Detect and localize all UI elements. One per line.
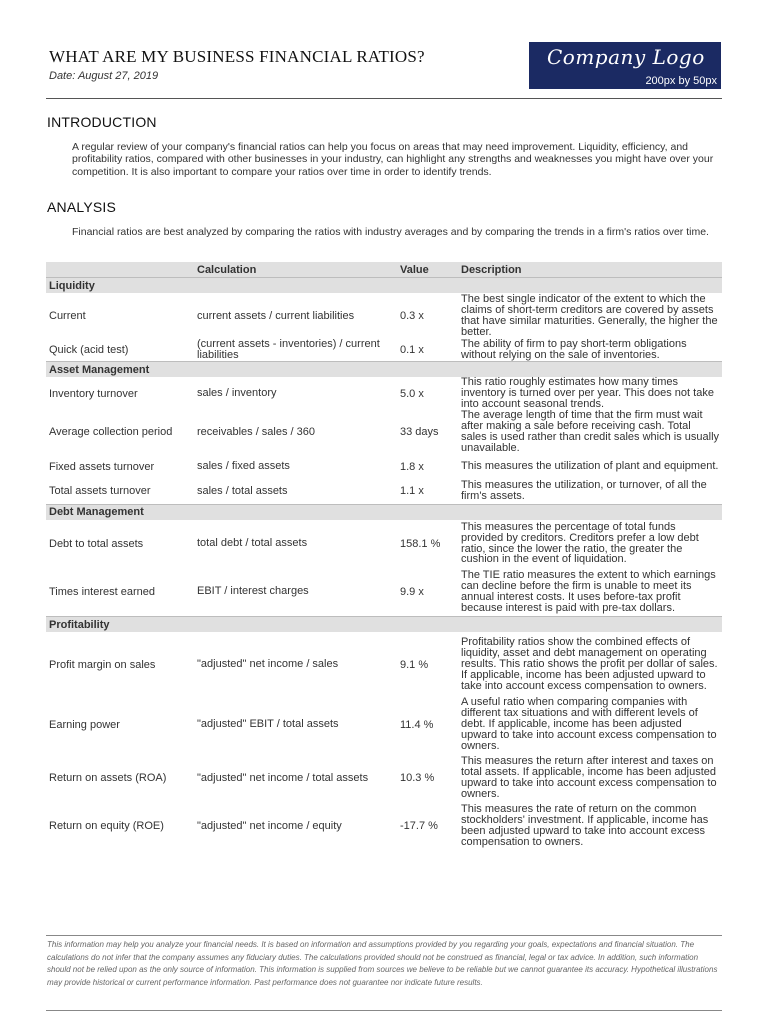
- calculation-cell: sales / total assets: [197, 484, 288, 497]
- table-row: [46, 568, 722, 617]
- introduction-heading: INTRODUCTION: [47, 114, 157, 130]
- table-row: [46, 454, 722, 479]
- calculation-cell: sales / fixed assets: [197, 460, 290, 472]
- calculation-cell: (current assets - inventories) / current liabilities: [197, 338, 380, 361]
- ratio-name-cell: Profit margin on sales: [49, 658, 156, 671]
- description-cell: The ability of firm to pay short-term obligations without relying on the sale of inventories.: [461, 338, 687, 361]
- report-date: Date: August 27, 2019: [49, 70, 159, 82]
- value-cell: 5.0 x: [400, 387, 424, 400]
- table-row: [46, 632, 722, 697]
- value-cell: 33 days: [400, 426, 439, 438]
- value-cell: 0.1 x: [400, 344, 424, 356]
- ratio-name-cell: Quick (acid test): [49, 344, 129, 356]
- table-row: [46, 293, 722, 339]
- ratios-table-body: [46, 278, 722, 849]
- ratio-name-cell: Average collection period: [49, 426, 173, 438]
- table-row: [46, 520, 722, 568]
- calculation-cell: EBIT / interest charges: [197, 585, 309, 598]
- description-cell: This measures the utilization of plant and equipment.: [461, 460, 719, 473]
- ratios-table: [46, 262, 722, 848]
- logo-size-note: 200px by 50px: [645, 75, 717, 87]
- header-divider: [46, 98, 722, 99]
- ratio-name-cell: Return on equity (ROE): [49, 820, 164, 832]
- ratio-name-cell: Return on assets (ROA): [49, 772, 167, 784]
- ratio-name-cell: Inventory turnover: [49, 387, 138, 400]
- description-cell: The TIE ratio measures the extent to which earnings can decline before the firm is unable to meet its annual interest costs. It uses before-tax profit because interest is paid with pre-tax dollars.: [461, 568, 716, 614]
- description-cell: This measures the rate of return on the common stockholders' investment. If applicable, income has been adjusted upward to take into account excess compensation to owners.: [461, 803, 709, 848]
- footer-top-rule: [46, 935, 722, 936]
- description-cell: The average length of time that the firm must wait after making a sale before receiving cash. Total sales is used rather than credit sales which is usually unavailable.: [461, 409, 720, 454]
- value-cell: 158.1 %: [400, 537, 441, 550]
- analysis-heading: ANALYSIS: [47, 199, 117, 215]
- category-label: Profitability: [46, 617, 722, 633]
- ratio-name-cell: Current: [49, 310, 86, 322]
- calculation-cell: "adjusted" net income / total assets: [197, 771, 369, 784]
- company-logo: [529, 42, 721, 89]
- column-header-calculation: Calculation: [194, 262, 397, 278]
- description-cell: This measures the return after interest and taxes on total assets. If applicable, income has been adjusted upward to take into account excess compensation to owners.: [461, 755, 717, 800]
- calculation-cell: "adjusted" EBIT / total assets: [197, 718, 339, 730]
- introduction-text: A regular review of your company's financial ratios can help you focus on areas that may need improvement. Liquidity, efficiency, and profitability ratios, compared with other businesses in your industry, can highlight any strengths and weaknesses you might have over your competition. It is also important to compare your ratios over time in order to identify trends.: [72, 141, 714, 178]
- disclaimer-text: This information may help you analyze your financial needs. It is based on information and assumptions provided by you regarding your goals, expectations and financial situation. The calculations do not infer that the company assumes any fiduciary duties. The calculations provided should not be construed as financial, legal or tax advice. In addition, such information should not be relied upon as the only source of information. This information is supplied from sources we believe to be reliable but we cannot guarantee its accuracy. Hypothetical illustrations may provide historical or current performance information. Past performance does not guarantee nor indicate future results.: [47, 940, 718, 988]
- category-row: [46, 617, 722, 633]
- calculation-cell: receivables / sales / 360: [197, 425, 316, 438]
- value-cell: 1.1 x: [400, 485, 424, 498]
- value-cell: 9.9 x: [400, 585, 424, 598]
- category-label: Debt Management: [46, 504, 722, 520]
- value-cell: 0.3 x: [400, 310, 424, 322]
- table-row: [46, 410, 722, 454]
- table-row: [46, 752, 722, 804]
- category-row: [46, 278, 722, 294]
- ratio-name-cell: Earning power: [49, 718, 120, 731]
- table-row: [46, 804, 722, 848]
- ratio-name-cell: Fixed assets turnover: [49, 460, 155, 473]
- page-title: WHAT ARE MY BUSINESS FINANCIAL RATIOS?: [49, 47, 425, 66]
- footer-bottom-rule: [46, 1010, 722, 1011]
- value-cell: -17.7 %: [400, 820, 438, 832]
- table-row: [46, 697, 722, 752]
- ratio-name-cell: Times interest earned: [49, 585, 155, 598]
- table-header-row: [46, 262, 722, 278]
- logo-text: Company Logo: [547, 45, 705, 69]
- calculation-cell: total debt / total assets: [197, 537, 308, 549]
- description-cell: A useful ratio when comparing companies with different tax situations and with different levels of debt. If applicable, income has been adjusted upward to take into account excess compensation to owners.: [461, 696, 717, 752]
- category-row: [46, 504, 722, 520]
- column-header-value: Value: [397, 262, 458, 278]
- column-header-ratio: [46, 262, 194, 278]
- calculation-cell: "adjusted" net income / sales: [197, 658, 339, 670]
- ratio-name-cell: Total assets turnover: [49, 485, 151, 498]
- value-cell: 9.1 %: [400, 658, 429, 671]
- table-row: [46, 377, 722, 410]
- calculation-cell: sales / inventory: [197, 387, 277, 399]
- ratio-name-cell: Debt to total assets: [49, 537, 144, 550]
- value-cell: 1.8 x: [400, 460, 424, 473]
- column-header-description: Description: [458, 262, 722, 278]
- calculation-cell: current assets / current liabilities: [197, 309, 355, 322]
- value-cell: 10.3 %: [400, 772, 435, 784]
- value-cell: 11.4 %: [400, 718, 434, 731]
- description-cell: Profitability ratios show the combined effects of liquidity, asset and debt management on operating results. This ratio shows the profit per dollar of sales. If applicable, income has been adjusted upward to take into account excess compensation to owners.: [461, 636, 718, 692]
- category-row: [46, 362, 722, 378]
- calculation-cell: "adjusted" net income / equity: [197, 819, 342, 832]
- description-cell: This measures the percentage of total funds provided by creditors. Creditors prefer a low debt ratio, since the lower the ratio, the greater the cushion in the event of liquidation.: [461, 520, 699, 566]
- analysis-text: Financial ratios are best analyzed by comparing the ratios with industry averages and by comparing the trends in a firm's ratios over time.: [72, 226, 709, 238]
- table-row: [46, 479, 722, 504]
- category-label: Asset Management: [46, 362, 722, 378]
- description-cell: This ratio roughly estimates how many times inventory is turned over per year. This does not take into account seasonal trends.: [461, 376, 714, 410]
- description-cell: This measures the utilization, or turnover, of all the firm's assets.: [461, 479, 707, 503]
- table-row: [46, 339, 722, 362]
- description-cell: The best single indicator of the extent to which the claims of short-term creditors are covered by assets that have similar maturities. Generally, the higher the better.: [461, 293, 718, 338]
- category-label: Liquidity: [46, 278, 722, 294]
